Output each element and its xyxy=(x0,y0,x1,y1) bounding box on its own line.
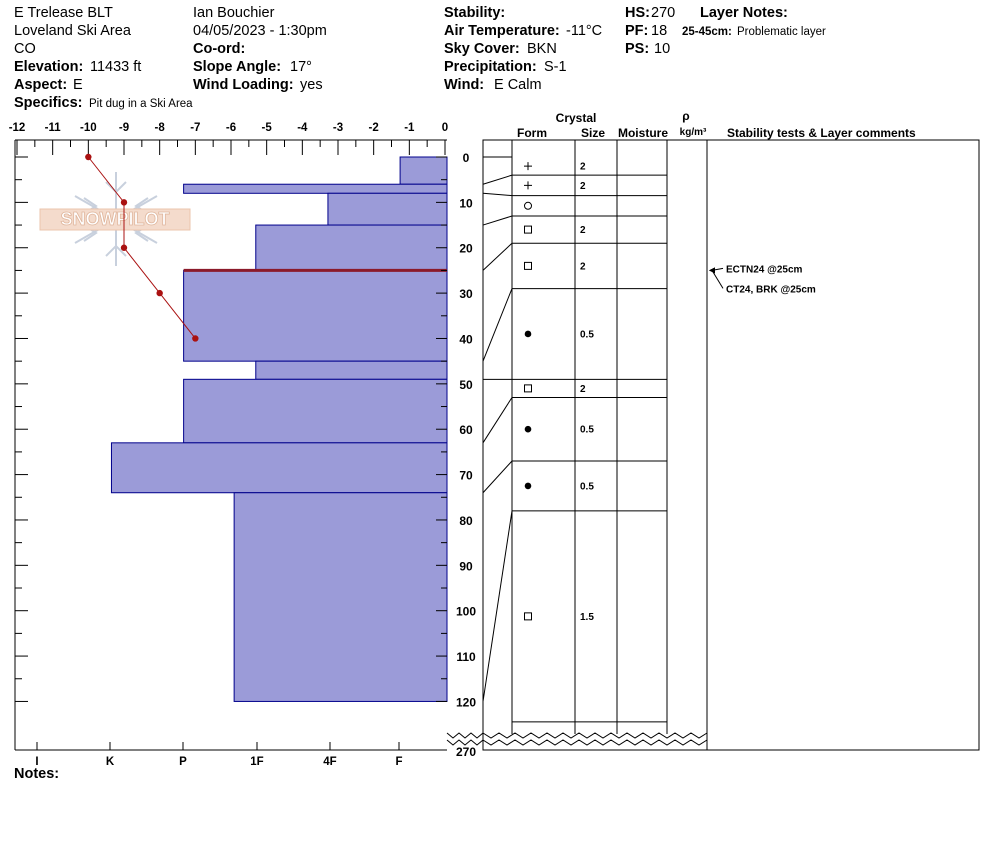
observer-name: Ian Bouchier xyxy=(193,5,275,21)
hardness-tick-label: 1F xyxy=(250,756,264,768)
pf-label: PF: xyxy=(625,23,649,39)
temp-tick-label: -1 xyxy=(404,122,415,134)
crystal-size: 2 xyxy=(580,225,586,237)
depth-tick-label: 20 xyxy=(459,241,473,256)
stability-tests xyxy=(709,264,816,295)
temp-tick-label: -6 xyxy=(225,122,237,134)
strat-connector xyxy=(483,193,512,195)
hardness-bar xyxy=(184,379,447,443)
temp-tick-label: 0 xyxy=(441,122,449,134)
hardness-bar xyxy=(256,361,447,379)
location-name: E Trelease BLT xyxy=(14,5,113,21)
crystal-form-icon xyxy=(524,162,532,170)
stability-test-label: CT24, BRK @25cm xyxy=(726,284,816,296)
slope-label: Slope Angle: xyxy=(193,59,282,75)
sky-cover-value: BKN xyxy=(527,41,557,57)
temperature-point xyxy=(192,335,198,341)
snowpilot-logo xyxy=(40,172,190,266)
hardness-bar xyxy=(328,193,447,225)
strat-connector xyxy=(483,461,512,493)
ps-label: PS: xyxy=(625,41,650,57)
elevation-value: 11433 ft xyxy=(90,59,142,75)
layer-notes-label: Layer Notes: xyxy=(700,5,788,21)
temp-tick-label: -5 xyxy=(261,122,272,134)
precipitation-value: S-1 xyxy=(544,59,567,75)
depth-tick-label: 30 xyxy=(459,287,473,302)
precipitation-label: Precipitation: xyxy=(444,59,537,75)
depth-tick-label: 90 xyxy=(459,559,473,574)
crystal-form-icon xyxy=(525,385,532,392)
stability-test-label: ECTN24 @25cm xyxy=(726,264,803,276)
col-stability: Stability tests & Layer comments xyxy=(727,126,916,140)
crystal-size: 2 xyxy=(580,161,586,173)
hardness-tick-label: P xyxy=(179,756,187,768)
col-density-unit: kg/m³ xyxy=(679,127,707,138)
strat-connector xyxy=(483,289,512,362)
temperature-point xyxy=(85,154,91,160)
crystal-form-icon xyxy=(525,331,532,338)
slope-value: 17° xyxy=(290,59,312,75)
air-temp-label: Air Temperature: xyxy=(444,23,560,39)
depth-tick-label: 120 xyxy=(455,695,477,710)
hardness-bar xyxy=(256,225,447,270)
wind-loading-label: Wind Loading: xyxy=(193,77,294,93)
temperature-line xyxy=(88,157,195,338)
temp-tick-label: -9 xyxy=(118,122,130,134)
temp-tick-label: -3 xyxy=(332,122,344,134)
depth-tick-label: 70 xyxy=(459,468,473,483)
crystal-size: 2 xyxy=(580,261,586,273)
axis-break xyxy=(447,733,707,745)
crystal-form-icon xyxy=(525,426,532,433)
temp-tick-label: -10 xyxy=(80,122,97,134)
depth-tick-label: 0 xyxy=(462,151,470,165)
strat-connector xyxy=(483,216,512,225)
notes-label: Notes: xyxy=(14,766,60,782)
stability-label: Stability: xyxy=(444,5,506,21)
elevation-label: Elevation: xyxy=(14,59,84,75)
specifics-label: Specifics: xyxy=(14,95,83,111)
temperature-axis xyxy=(9,122,449,155)
aspect-label: Aspect: xyxy=(14,77,68,93)
wind-loading-value: yes xyxy=(300,77,323,93)
depth-tick-label: 10 xyxy=(459,196,473,211)
hardness-tick-label: K xyxy=(105,756,115,768)
aspect-value: E xyxy=(73,77,83,93)
temp-tick-label: -12 xyxy=(8,122,26,134)
strat-connector xyxy=(483,511,512,702)
temperature-point xyxy=(156,290,162,296)
layer-note-range: 25-45cm: xyxy=(682,26,732,38)
sky-cover-label: Sky Cover: xyxy=(444,41,520,57)
crystal-size: 2 xyxy=(580,180,586,192)
coord-label: Co-ord: xyxy=(193,41,246,57)
temperature-profile xyxy=(85,154,198,342)
crystal-form-icon xyxy=(525,262,532,269)
wind-value: E Calm xyxy=(494,77,542,93)
crystal-form-icon xyxy=(525,202,532,209)
crystal-size: 0.5 xyxy=(580,329,594,341)
hardness-bar xyxy=(111,443,447,493)
col-rho: ρ xyxy=(682,109,690,123)
crystal-form-icon xyxy=(525,483,532,490)
arrow-icon xyxy=(709,267,715,273)
state-name: CO xyxy=(14,41,36,57)
strat-connector xyxy=(483,397,512,442)
depth-tick-label: 110 xyxy=(456,650,476,665)
crystal-size: 1.5 xyxy=(580,611,594,623)
stratigraphy-table xyxy=(483,109,979,750)
crystal-size: 0.5 xyxy=(580,424,594,436)
hardness-bar xyxy=(234,493,447,702)
pf-value: 18 xyxy=(651,23,668,39)
depth-tick-label: 100 xyxy=(455,604,477,619)
strat-connector xyxy=(483,175,512,184)
crystal-size: 2 xyxy=(580,383,586,395)
hardness-tick-label: 4F xyxy=(323,756,337,768)
hardness-profile xyxy=(111,157,447,701)
area-name: Loveland Ski Area xyxy=(14,23,131,39)
temperature-point xyxy=(121,199,127,205)
snowpilot-wordmark: SNOWPILOT xyxy=(60,209,170,229)
col-form: Form xyxy=(517,126,547,140)
col-size: Size xyxy=(580,126,606,140)
temperature-point xyxy=(121,245,127,251)
hardness-tick-label: I xyxy=(35,756,39,768)
layer-note-text: Problematic layer xyxy=(737,26,826,38)
crystal-form-icon xyxy=(524,181,532,189)
temp-tick-label: -4 xyxy=(297,122,308,134)
crystal-size: 0.5 xyxy=(580,481,594,493)
hardness-bar xyxy=(400,157,447,184)
temp-tick-label: -11 xyxy=(44,122,61,134)
depth-tick-label: 80 xyxy=(459,513,473,528)
depth-break-label: 270 xyxy=(455,745,477,759)
hs-label: HS: xyxy=(625,5,650,21)
crystal-form-icon xyxy=(525,613,532,620)
specifics-value: Pit dug in a Ski Area xyxy=(89,98,193,110)
depth-tick-label: 60 xyxy=(459,423,473,438)
hardness-bar xyxy=(184,184,447,193)
hardness-bar xyxy=(184,270,447,361)
wind-label: Wind: xyxy=(444,77,485,93)
observation-datetime: 04/05/2023 - 1:30pm xyxy=(193,23,327,39)
air-temp-value: -11°C xyxy=(566,23,603,39)
temp-tick-label: -8 xyxy=(154,122,165,134)
col-crystal: Crystal xyxy=(555,111,597,125)
stability-test-leader xyxy=(712,270,723,288)
hardness-axis xyxy=(35,742,402,768)
hs-value: 270 xyxy=(651,5,676,21)
ps-value: 10 xyxy=(654,41,671,57)
crystal-form-icon xyxy=(525,226,532,233)
depth-tick-label: 50 xyxy=(459,377,473,392)
depth-tick-label: 40 xyxy=(459,332,473,347)
temp-tick-label: -7 xyxy=(190,122,201,134)
temp-tick-label: -2 xyxy=(368,122,379,134)
col-moisture: Moisture xyxy=(617,126,669,140)
strat-connector xyxy=(483,243,512,270)
header xyxy=(14,5,826,111)
hardness-tick-label: F xyxy=(395,756,403,768)
